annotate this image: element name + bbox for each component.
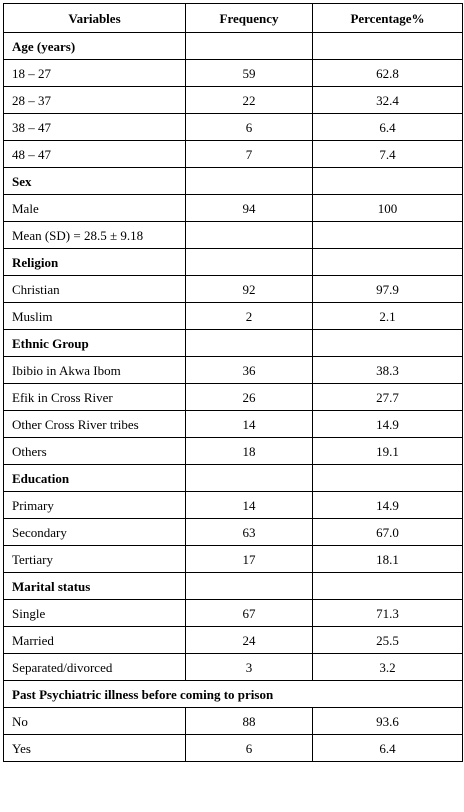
variable-cell: Christian — [4, 276, 186, 303]
percentage-cell: 62.8 — [313, 60, 463, 87]
table-row — [4, 303, 463, 330]
table-row — [4, 654, 463, 681]
empty-cell — [313, 168, 463, 195]
percentage-cell: 6.4 — [313, 735, 463, 762]
section-label: Marital status — [4, 573, 186, 600]
column-header-frequency: Frequency — [186, 4, 313, 33]
empty-cell — [313, 33, 463, 60]
percentage-cell: 93.6 — [313, 708, 463, 735]
section-row — [4, 33, 463, 60]
demographics-table — [3, 3, 463, 762]
percentage-cell: 25.5 — [313, 627, 463, 654]
table-row — [4, 546, 463, 573]
variable-cell: Tertiary — [4, 546, 186, 573]
percentage-cell: 14.9 — [313, 492, 463, 519]
percentage-cell: 3.2 — [313, 654, 463, 681]
frequency-cell: 6 — [186, 114, 313, 141]
frequency-cell: 26 — [186, 384, 313, 411]
section-label: Sex — [4, 168, 186, 195]
empty-cell — [313, 249, 463, 276]
table-row — [4, 411, 463, 438]
empty-cell — [313, 573, 463, 600]
variable-cell: 28 – 37 — [4, 87, 186, 114]
note-row — [4, 222, 463, 249]
table-row — [4, 627, 463, 654]
table-row — [4, 708, 463, 735]
frequency-cell: 92 — [186, 276, 313, 303]
frequency-cell: 18 — [186, 438, 313, 465]
table-row — [4, 195, 463, 222]
table-row — [4, 357, 463, 384]
note-label: Mean (SD) = 28.5 ± 9.18 — [4, 222, 186, 249]
variable-cell: Muslim — [4, 303, 186, 330]
variable-cell: Ibibio in Akwa Ibom — [4, 357, 186, 384]
empty-cell — [186, 222, 313, 249]
section-row — [4, 168, 463, 195]
frequency-cell: 63 — [186, 519, 313, 546]
frequency-cell: 3 — [186, 654, 313, 681]
section-row — [4, 681, 463, 708]
table-row — [4, 384, 463, 411]
section-label: Past Psychiatric illness before coming to prison — [4, 681, 463, 708]
section-row — [4, 465, 463, 492]
variable-cell: 18 – 27 — [4, 60, 186, 87]
frequency-cell: 17 — [186, 546, 313, 573]
variable-cell: Efik in Cross River — [4, 384, 186, 411]
frequency-cell: 59 — [186, 60, 313, 87]
empty-cell — [313, 222, 463, 249]
variable-cell: Married — [4, 627, 186, 654]
frequency-cell: 22 — [186, 87, 313, 114]
empty-cell — [186, 573, 313, 600]
frequency-cell: 24 — [186, 627, 313, 654]
empty-cell — [186, 465, 313, 492]
variable-cell: Secondary — [4, 519, 186, 546]
percentage-cell: 14.9 — [313, 411, 463, 438]
frequency-cell: 88 — [186, 708, 313, 735]
percentage-cell: 67.0 — [313, 519, 463, 546]
percentage-cell: 100 — [313, 195, 463, 222]
table-row — [4, 87, 463, 114]
section-row — [4, 330, 463, 357]
table-header — [4, 4, 463, 33]
frequency-cell: 67 — [186, 600, 313, 627]
percentage-cell: 71.3 — [313, 600, 463, 627]
percentage-cell: 97.9 — [313, 276, 463, 303]
percentage-cell: 38.3 — [313, 357, 463, 384]
frequency-cell: 14 — [186, 492, 313, 519]
table-body — [4, 33, 463, 762]
section-row — [4, 573, 463, 600]
percentage-cell: 18.1 — [313, 546, 463, 573]
section-row — [4, 249, 463, 276]
variable-cell: 38 – 47 — [4, 114, 186, 141]
frequency-cell: 2 — [186, 303, 313, 330]
frequency-cell: 14 — [186, 411, 313, 438]
variable-cell: Others — [4, 438, 186, 465]
table-row — [4, 114, 463, 141]
percentage-cell: 2.1 — [313, 303, 463, 330]
section-label: Ethnic Group — [4, 330, 186, 357]
table-container — [3, 3, 463, 762]
table-row — [4, 438, 463, 465]
table-row — [4, 492, 463, 519]
column-header-variables: Variables — [4, 4, 186, 33]
variable-cell: Primary — [4, 492, 186, 519]
percentage-cell: 6.4 — [313, 114, 463, 141]
header-row — [4, 4, 463, 33]
frequency-cell: 94 — [186, 195, 313, 222]
column-header-percentage: Percentage% — [313, 4, 463, 33]
section-label: Education — [4, 465, 186, 492]
percentage-cell: 27.7 — [313, 384, 463, 411]
table-row — [4, 60, 463, 87]
frequency-cell: 36 — [186, 357, 313, 384]
table-row — [4, 276, 463, 303]
empty-cell — [186, 249, 313, 276]
variable-cell: Single — [4, 600, 186, 627]
table-row — [4, 735, 463, 762]
table-row — [4, 519, 463, 546]
empty-cell — [186, 33, 313, 60]
empty-cell — [186, 330, 313, 357]
empty-cell — [313, 330, 463, 357]
table-row — [4, 600, 463, 627]
percentage-cell: 32.4 — [313, 87, 463, 114]
frequency-cell: 6 — [186, 735, 313, 762]
empty-cell — [186, 168, 313, 195]
empty-cell — [313, 465, 463, 492]
percentage-cell: 7.4 — [313, 141, 463, 168]
frequency-cell: 7 — [186, 141, 313, 168]
table-row — [4, 141, 463, 168]
variable-cell: Male — [4, 195, 186, 222]
section-label: Age (years) — [4, 33, 186, 60]
variable-cell: Yes — [4, 735, 186, 762]
variable-cell: Other Cross River tribes — [4, 411, 186, 438]
variable-cell: 48 – 47 — [4, 141, 186, 168]
variable-cell: Separated/divorced — [4, 654, 186, 681]
section-label: Religion — [4, 249, 186, 276]
percentage-cell: 19.1 — [313, 438, 463, 465]
variable-cell: No — [4, 708, 186, 735]
